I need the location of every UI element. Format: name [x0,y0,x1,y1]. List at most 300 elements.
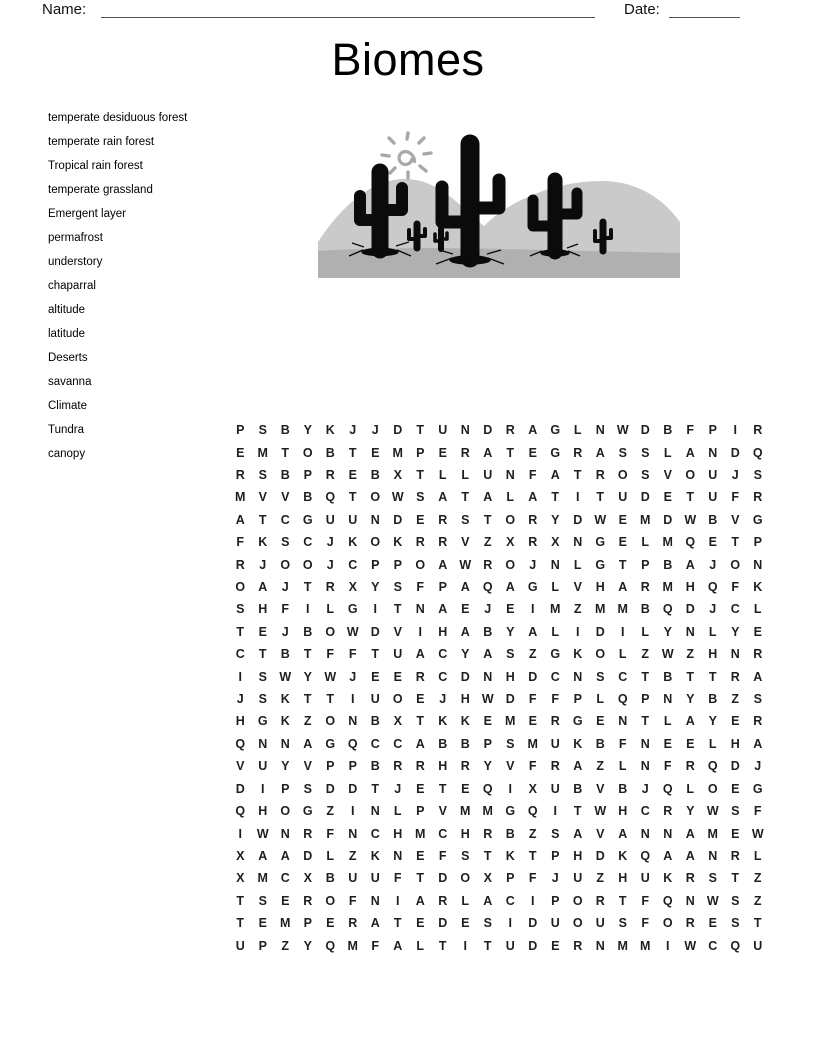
grid-letter: N [595,938,605,953]
grid-letter: K [348,535,358,550]
grid-letter: W [459,557,472,572]
grid-letter: E [416,512,425,527]
grid-letter: B [280,468,290,483]
grid-letter: R [505,423,515,438]
word-list-item: savanna [48,376,92,388]
grid-letter: M [415,826,426,841]
grid-letter: N [415,602,425,617]
grid-letter: A [438,490,448,505]
grid-letter: Q [730,938,741,953]
grid-letter: A [258,580,268,595]
grid-letter: G [550,445,561,460]
grid-letter: T [731,871,740,886]
grid-letter: R [460,759,470,774]
grid-letter: H [258,602,268,617]
grid-letter: E [416,848,425,863]
grid-letter: V [596,826,605,841]
grid-letter: D [438,916,448,931]
grid-letter: R [528,512,538,527]
word-list-item: Deserts [48,352,88,364]
grid-letter: X [528,781,537,796]
grid-letter: E [326,916,335,931]
grid-letter: A [438,602,448,617]
grid-letter: U [438,423,448,438]
grid-letter: K [325,423,335,438]
grid-letter: O [392,692,403,707]
word-search-grid [229,419,769,957]
grid-letter: M [640,512,651,527]
grid-letter: E [393,669,402,684]
grid-letter: V [393,624,402,639]
grid-letter: L [506,490,515,505]
grid-letter: X [348,580,357,595]
grid-letter: A [235,512,245,527]
grid-letter: S [258,893,267,908]
grid-letter: B [280,647,290,662]
grid-letter: A [618,826,628,841]
grid-letter: M [460,804,471,819]
grid-letter: N [348,826,358,841]
grid-letter: T [641,714,650,729]
grid-letter: P [551,893,560,908]
grid-letter: R [640,580,650,595]
page-title: Biomes [331,34,485,85]
grid-letter: T [303,647,312,662]
grid-letter: Q [235,804,246,819]
grid-letter: C [505,893,515,908]
grid-letter: U [483,468,493,483]
grid-letter: I [508,916,512,931]
grid-letter: V [258,490,267,505]
grid-letter: V [303,759,312,774]
grid-letter: M [640,938,651,953]
grid-letter: T [438,938,447,953]
grid-letter: O [685,468,696,483]
grid-letter: Y [483,759,492,774]
grid-letter: L [686,781,695,796]
grid-letter: R [415,669,425,684]
grid-letter: D [528,938,538,953]
grid-letter: D [460,669,470,684]
grid-letter: C [438,826,448,841]
grid-letter: T [258,647,267,662]
grid-letter: V [663,468,672,483]
grid-letter: L [551,624,560,639]
grid-letter: E [708,916,717,931]
grid-letter: C [640,804,650,819]
grid-letter: N [640,826,650,841]
grid-letter: U [708,468,718,483]
grid-letter: L [438,468,447,483]
grid-letter: T [618,557,627,572]
grid-letter: U [550,916,560,931]
grid-letter: N [573,535,583,550]
grid-letter: S [258,423,267,438]
grid-letter: S [731,804,740,819]
grid-letter: N [663,826,673,841]
grid-letter: S [416,490,425,505]
grid-letter: R [550,714,560,729]
grid-letter: C [438,647,448,662]
grid-letter: K [258,535,268,550]
grid-letter: G [752,512,763,527]
grid-letter: Q [347,736,358,751]
grid-letter: X [506,535,515,550]
grid-letter: Z [528,826,537,841]
grid-letter: D [438,871,448,886]
grid-letter: B [708,512,718,527]
grid-letter: A [573,759,583,774]
grid-letter: M [617,602,628,617]
grid-letter: P [303,916,312,931]
grid-letter: T [573,804,582,819]
grid-letter: D [370,624,380,639]
name-label: Name: [42,1,87,18]
grid-letter: Y [303,669,312,684]
grid-letter: Q [235,736,246,751]
grid-letter: X [393,468,402,483]
grid-letter: N [460,423,470,438]
grid-letter: Y [686,804,695,819]
grid-letter: K [280,692,290,707]
grid-letter: R [438,535,448,550]
grid-letter: F [371,938,380,953]
grid-letter: Q [707,580,718,595]
grid-letter: B [640,602,650,617]
grid-letter: N [280,736,290,751]
grid-letter: C [550,669,560,684]
grid-letter: U [370,871,380,886]
grid-letter: P [281,781,290,796]
grid-letter: O [302,445,313,460]
grid-letter: Q [527,804,538,819]
grid-letter: N [753,557,763,572]
grid-letter: U [618,490,628,505]
grid-letter: S [258,669,267,684]
grid-letter: A [415,893,425,908]
grid-letter: E [348,468,357,483]
grid-letter: S [596,669,605,684]
grid-letter: O [325,714,336,729]
grid-letter: Q [640,848,651,863]
grid-letter: Q [662,781,673,796]
grid-letter: E [438,445,447,460]
grid-letter: K [460,714,470,729]
grid-letter: W [684,512,697,527]
grid-letter: F [551,692,560,707]
grid-letter: W [706,893,719,908]
grid-letter: R [573,445,583,460]
grid-letter: A [483,893,493,908]
grid-letter: Q [482,580,493,595]
grid-letter: T [393,602,402,617]
grid-letter: J [236,692,244,707]
grid-letter: S [258,692,267,707]
grid-letter: R [393,759,403,774]
word-list-item: understory [48,256,103,268]
grid-letter: U [505,938,515,953]
grid-letter: J [731,468,739,483]
grid-letter: R [595,468,605,483]
grid-letter: A [438,557,448,572]
grid-letter: D [528,916,538,931]
grid-letter: H [618,804,628,819]
grid-letter: K [753,580,763,595]
grid-letter: E [416,781,425,796]
grid-letter: Q [662,893,673,908]
grid-letter: F [326,826,335,841]
grid-letter: U [595,916,605,931]
grid-letter: N [393,848,403,863]
grid-letter: J [641,781,649,796]
grid-letter: S [641,468,650,483]
grid-letter: N [573,669,583,684]
grid-letter: Z [596,759,605,774]
grid-letter: X [303,871,312,886]
grid-letter: U [325,512,335,527]
grid-letter: W [616,423,629,438]
grid-letter: T [371,781,380,796]
grid-letter: B [505,826,515,841]
grid-letter: Z [483,535,492,550]
grid-letter: A [303,736,313,751]
grid-letter: V [506,759,515,774]
grid-letter: I [553,804,557,819]
grid-letter: K [280,714,290,729]
word-list-item: canopy [48,448,86,460]
grid-letter: U [550,781,560,796]
grid-letter: F [438,848,447,863]
grid-letter: R [438,893,448,908]
grid-letter: T [483,938,492,953]
grid-letter: D [483,423,493,438]
desert-illustration [318,130,680,278]
grid-letter: D [663,512,673,527]
grid-letter: O [415,557,426,572]
sun-icon [382,133,431,178]
grid-letter: R [235,557,245,572]
grid-letter: U [258,759,268,774]
grid-letter: J [371,423,379,438]
grid-letter: A [280,848,290,863]
word-list-item: altitude [48,304,86,316]
grid-letter: A [415,647,425,662]
grid-letter: S [753,692,762,707]
grid-letter: M [482,804,493,819]
grid-letter: B [708,692,718,707]
grid-letter: S [258,468,267,483]
grid-letter: W [594,512,607,527]
grid-letter: F [528,871,537,886]
grid-letter: F [641,893,650,908]
grid-letter: P [326,759,335,774]
grid-letter: G [595,535,606,550]
word-list [48,109,187,469]
grid-letter: U [640,871,650,886]
grid-letter: L [708,736,717,751]
grid-letter: E [528,445,537,460]
grid-letter: D [573,512,583,527]
grid-letter: O [595,647,606,662]
grid-letter: Y [303,938,312,953]
grid-letter: F [281,602,290,617]
word-list-item: temperate desiduous forest [48,112,188,124]
grid-letter: Y [461,647,470,662]
grid-letter: T [416,714,425,729]
grid-letter: L [393,804,402,819]
grid-letter: Z [326,804,335,819]
grid-letter: B [483,624,493,639]
grid-letter: I [261,781,265,796]
grid-letter: M [280,916,291,931]
grid-letter: E [281,893,290,908]
grid-letter: V [461,535,470,550]
grid-letter: T [708,669,717,684]
grid-letter: M [392,445,403,460]
grid-letter: V [438,804,447,819]
grid-letter: K [573,647,583,662]
grid-letter: H [505,669,515,684]
word-list-item: temperate rain forest [48,136,155,148]
grid-letter: W [346,624,359,639]
grid-letter: S [641,445,650,460]
grid-letter: D [303,848,313,863]
grid-letter: K [618,848,628,863]
grid-letter: E [753,624,762,639]
grid-letter: L [326,848,335,863]
grid-letter: T [753,916,762,931]
grid-letter: N [370,893,380,908]
grid-letter: R [730,669,740,684]
grid-letter: B [573,781,583,796]
grid-letter: W [661,647,674,662]
grid-letter: H [438,624,448,639]
grid-letter: F [528,692,537,707]
grid-letter: E [236,445,245,460]
grid-letter: L [663,445,672,460]
grid-letter: D [528,669,538,684]
grid-letter: U [753,938,763,953]
grid-letter: D [685,602,695,617]
grid-letter: E [461,916,470,931]
grid-letter: A [663,848,673,863]
grid-letter: K [393,535,403,550]
grid-letter: P [303,468,312,483]
grid-letter: T [596,490,605,505]
grid-letter: T [303,580,312,595]
grid-letter: W [481,692,494,707]
grid-letter: M [707,826,718,841]
grid-letter: R [483,826,493,841]
grid-letter: C [438,669,448,684]
grid-letter: Y [686,692,695,707]
grid-letter: R [235,468,245,483]
grid-letter: A [483,647,493,662]
grid-letter: U [550,736,560,751]
grid-letter: F [618,736,627,751]
grid-letter: Y [663,624,672,639]
grid-letter: T [348,445,357,460]
grid-letter: J [709,602,717,617]
grid-letter: H [235,714,245,729]
grid-letter: N [708,848,718,863]
grid-letter: R [753,714,763,729]
grid-letter: I [531,602,535,617]
grid-letter: I [418,624,422,639]
grid-letter: R [483,557,493,572]
grid-letter: M [550,602,561,617]
grid-letter: H [618,871,628,886]
grid-letter: O [617,468,628,483]
grid-letter: P [573,692,582,707]
grid-letter: B [460,736,470,751]
grid-letter: T [303,692,312,707]
grid-letter: E [461,781,470,796]
grid-letter: T [438,781,447,796]
grid-letter: F [528,468,537,483]
grid-letter: Y [551,512,560,527]
grid-letter: F [753,804,762,819]
grid-letter: A [595,445,605,460]
grid-letter: W [594,804,607,819]
grid-letter: S [236,602,245,617]
grid-letter: I [508,781,512,796]
grid-letter: S [731,916,740,931]
grid-letter: B [370,759,380,774]
grid-letter: Z [753,893,762,908]
grid-letter: Z [596,871,605,886]
grid-letter: M [347,938,358,953]
grid-letter: E [461,602,470,617]
grid-letter: A [393,938,403,953]
grid-letter: S [303,781,312,796]
grid-letter: C [618,669,628,684]
grid-letter: D [640,423,650,438]
grid-letter: I [531,893,535,908]
grid-letter: N [685,624,695,639]
grid-letter: S [506,736,515,751]
grid-letter: G [572,714,583,729]
grid-letter: D [730,759,740,774]
grid-letter: M [257,445,268,460]
grid-letter: O [325,893,336,908]
grid-letter: N [685,893,695,908]
grid-letter: A [505,580,515,595]
grid-letter: G [257,714,268,729]
grid-letter: K [370,848,380,863]
grid-letter: Q [325,490,336,505]
grid-letter: M [257,871,268,886]
grid-letter: F [528,759,537,774]
grid-letter: Q [685,535,696,550]
grid-letter: D [730,445,740,460]
grid-letter: T [731,535,740,550]
grid-letter: S [393,580,402,595]
word-list-item: Tropical rain forest [48,160,143,172]
grid-letter: S [731,893,740,908]
grid-letter: E [528,714,537,729]
grid-letter: F [641,916,650,931]
grid-letter: V [573,580,582,595]
grid-letter: B [303,490,313,505]
grid-letter: A [618,580,628,595]
grid-letter: B [370,714,380,729]
grid-letter: J [326,535,334,550]
grid-letter: D [325,781,335,796]
grid-letter: G [595,557,606,572]
grid-letter: T [483,848,492,863]
grid-letter: L [753,602,762,617]
